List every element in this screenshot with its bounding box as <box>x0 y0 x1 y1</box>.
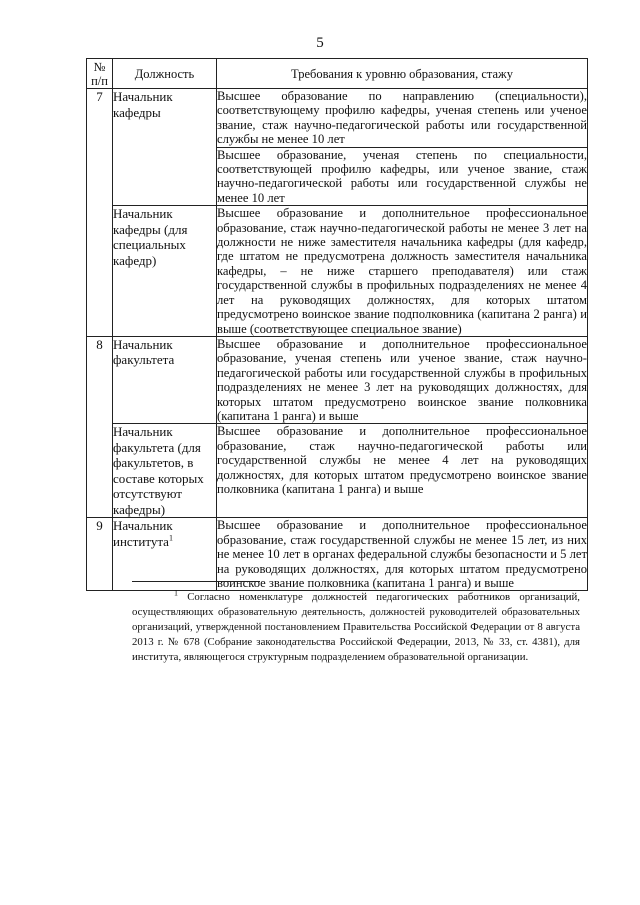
row-number: 8 <box>87 336 113 517</box>
header-number: № п/п <box>87 59 113 89</box>
requirement-cell: Высшее образование и дополнительное профессиональное образование, ученая степень или ученое звание, стаж научно-педагогической работы или государственной службы в профильных подразделениях не менее 3 лет на руководящих должностях, для которых штатом предусмотрено воинское звание полковника (капитана 1 ранга) и выше <box>217 336 587 423</box>
position-cell: Начальник кафедры (для специальных кафедр) <box>113 206 217 337</box>
header-position: Должность <box>113 59 217 89</box>
table-row <box>87 518 588 591</box>
requirement-cell: Высшее образование по направлению (специальности), соответствующему профилю кафедры, ученая степень или ученое звание, стаж научно-педагогической работы или государственной службы не менее 10 лет <box>217 89 587 147</box>
footnote-text: Согласно номенклатуре должностей педагогических работников организаций, осуществляющих образовательную деятельность, должностей руководителей образовательных организаций, утвержденной постановлением Правительства Российской Федерации от 8 августа 2013 г. № 678 (Собрание законодательства Российской Федерации, 2013, № 33, ст. 4381), для института, являющегося структурным подразделением образовательной организации. <box>132 591 580 663</box>
position-cell: Начальник факультета <box>113 336 217 423</box>
requirement-cell: Высшее образование и дополнительное профессиональное образование, стаж государственной службы не менее 15 лет, из них не менее 10 лет в органах федеральной службы безопасности и 5 лет на руководящих должностях, для которых штатом предусмотрено воинское звание полковника (капитана 1 ранга) и выше <box>217 518 587 590</box>
page-number: 5 <box>316 35 324 51</box>
footnote-separator <box>132 581 260 582</box>
table-row <box>87 89 588 148</box>
requirement-cell: Высшее образование, ученая степень по специальности, соответствующей профилю кафедры, или ученое звание, стаж научно-педагогической работы или государственной службы не менее 10 лет <box>217 147 587 205</box>
position-cell: Начальник факультета (для факультетов, в составе которых отсутствуют кафедры) <box>113 424 217 518</box>
footnote <box>132 590 580 665</box>
header-requirements: Требования к уровню образования, стажу <box>217 59 588 89</box>
requirement-cell: Высшее образование и дополнительное профессиональное образование, стаж научно-педагогической работы не менее 3 лет на должности не ниже заместителя начальника кафедры (для кафедр, где штатом не предусмотрена должность заместителя начальника кафедры, – не ниже старшего преподавателя) или стаж государственной службы в профильных подразделениях не менее 4 лет на руководящих должностях, для которых штатом предусмотрено воинское звание подполковника (капитана 2 ранга) и выше (соответствующее специальное звание) <box>217 206 587 336</box>
footnote-reference[interactable]: 1 <box>168 533 173 543</box>
position-cell: Начальник кафедры <box>113 89 217 206</box>
requirement-cell: Высшее образование и дополнительное профессиональное образование, стаж научно-педагогической работы или государственной службы не менее 4 лет на руководящих должностях, для которых штатом предусмотрено воинское звание полковника (капитана 1 ранга) и выше <box>217 424 588 518</box>
table-row <box>87 206 588 337</box>
position-label: Начальник института <box>113 518 173 549</box>
position-cell <box>113 518 217 591</box>
table-row <box>87 336 588 423</box>
table-header-row <box>87 59 588 89</box>
requirements-table <box>86 58 588 591</box>
table-row <box>87 424 588 518</box>
row-number: 7 <box>87 89 113 337</box>
row-number: 9 <box>87 518 113 591</box>
footnote-mark: 1 <box>174 588 178 598</box>
